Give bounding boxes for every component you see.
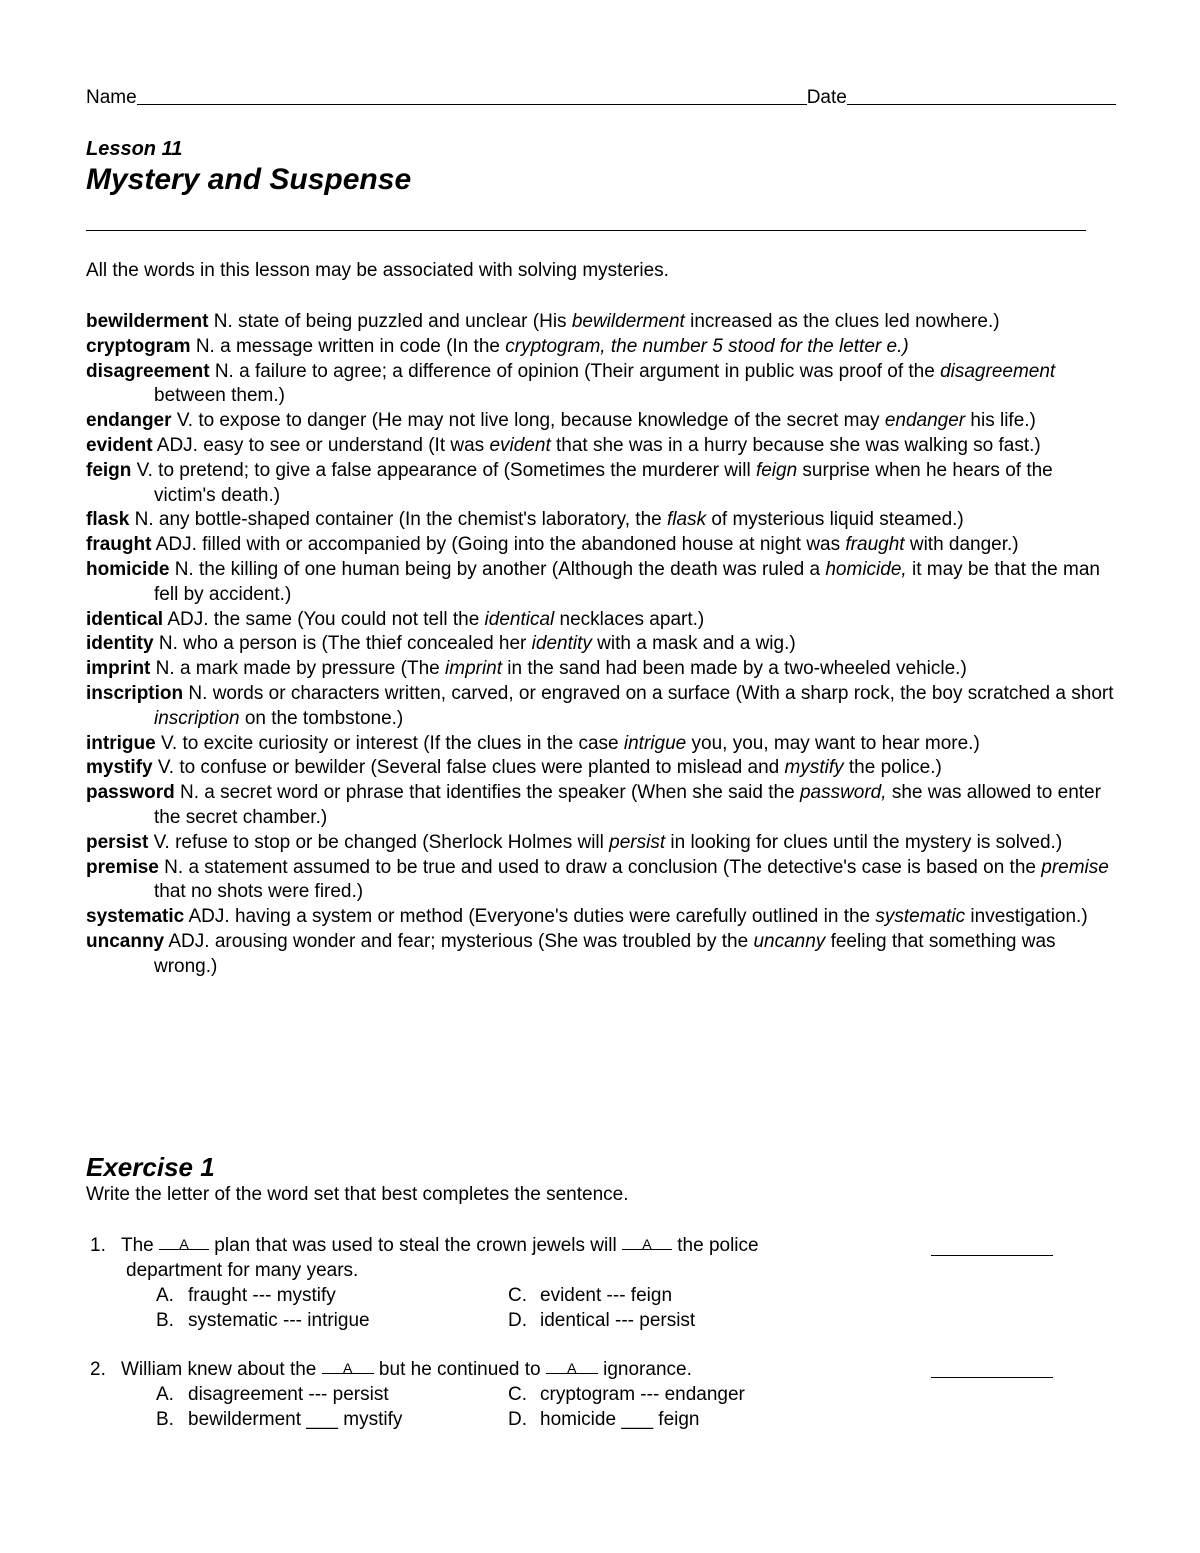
vocab-example-word: homicide, (825, 558, 907, 580)
question-text: the police (671, 1235, 759, 1256)
vocab-pos: V. (157, 757, 175, 779)
vocab-pos: N. (214, 360, 234, 382)
vocab-entry-mystify (86, 756, 1116, 781)
blank-2[interactable] (622, 1235, 672, 1250)
vocab-word: evident (86, 434, 153, 456)
choice-text: bewilderment ___ mystify (188, 1409, 403, 1430)
vocab-word: uncanny (86, 930, 165, 952)
vocab-definition: the killing of one human being by another (198, 558, 547, 580)
vocab-entry-persist (86, 831, 1116, 856)
vocab-example-end: it may be that the man fell by accident.) (154, 558, 1100, 605)
vocab-example-end: that she was in a hurry because she was walking so fast.) (550, 434, 1041, 456)
vocab-pos: V. (160, 732, 178, 754)
vocab-example-start: (The detective's case is based on the (722, 856, 1042, 878)
vocab-entry-premise (86, 856, 1116, 906)
vocab-example-start: (In the chemist's laboratory, the (398, 509, 667, 531)
vocab-example-word: bewilderment (571, 311, 685, 332)
choice-text: homicide ___ feign (540, 1409, 700, 1430)
vocab-entry-cryptogram (86, 335, 1116, 360)
vocab-entry-disagreement (86, 360, 1116, 410)
choice-text: disagreement --- persist (188, 1384, 389, 1405)
vocab-example-end: necklaces apart.) (554, 608, 705, 630)
vocab-pos: N. (174, 558, 194, 580)
choice-text: evident --- feign (540, 1285, 673, 1306)
title-divider (86, 230, 1086, 231)
vocab-example-start: (It was (428, 434, 490, 456)
choice-b (156, 1308, 508, 1333)
answer-blank-1[interactable] (931, 1255, 1053, 1256)
vocab-entry-fraught (86, 533, 1116, 558)
vocab-entry-systematic (86, 905, 1116, 930)
vocab-example-start: (With a sharp rock, the boy scratched a short (735, 682, 1114, 704)
choice-letter: D. (508, 1409, 527, 1430)
vocab-word: inscription (86, 682, 184, 704)
vocab-example-end: increased as the clues led nowhere.) (684, 311, 1000, 332)
question-line (86, 1357, 1116, 1382)
choice-letter: B. (156, 1409, 174, 1430)
vocab-pos: ADJ. (188, 906, 230, 928)
vocab-example-word: mystify (784, 757, 844, 779)
vocab-example-end: that no shots were fired.) (154, 881, 364, 903)
vocab-example-end: surprise when he hears of the victim's death.) (154, 459, 1053, 506)
vocab-example-end: in looking for clues until the mystery is solved.) (665, 831, 1063, 853)
vocab-example-end: investigation.) (965, 906, 1088, 928)
vocab-definition: any bottle-shaped container (158, 509, 394, 531)
vocab-example-start: (She was troubled by the (538, 930, 754, 952)
vocab-word: mystify (86, 757, 153, 779)
vocab-example-start: (Everyone's duties were carefully outlined in the (468, 906, 876, 928)
blank-1[interactable] (322, 1359, 374, 1374)
vocab-example-start: (Although the death was ruled a (551, 558, 826, 580)
vocab-example-word: endanger (884, 410, 966, 432)
vocab-entry-flask (86, 508, 1116, 533)
vocab-example-word: uncanny (753, 930, 826, 952)
answer-blank-2[interactable] (931, 1377, 1053, 1378)
blank-2-answer: A (642, 1236, 652, 1252)
vocab-example-word: fraught (845, 534, 905, 556)
vocab-example-start: (He may not live long, because knowledge of the secret may (371, 410, 885, 432)
vocab-example-start: (When she said the (630, 782, 800, 804)
vocab-entry-evident (86, 434, 1116, 459)
question-text: ignorance. (597, 1359, 692, 1380)
vocab-word: premise (86, 856, 159, 878)
choice-text: fraught --- mystify (188, 1285, 336, 1306)
vocab-example-start: (Several false clues were planted to mislead and (370, 757, 785, 779)
exercise-title: Exercise 1 (86, 1152, 215, 1182)
name-label: Name (86, 87, 137, 108)
vocab-example-word: identity (531, 633, 592, 655)
date-label: Date (806, 87, 847, 108)
vocab-definition: to confuse or bewilder (179, 757, 366, 779)
choice-letter: B. (156, 1310, 174, 1331)
question-number: 1. (90, 1235, 106, 1256)
blank-1-answer: A (179, 1236, 189, 1252)
vocab-word: identity (86, 633, 154, 655)
vocab-pos: ADJ. (155, 534, 197, 556)
question-text: but he continued to (373, 1359, 546, 1380)
vocab-example-word: systematic (875, 906, 966, 928)
vocab-example-end: on the tombstone.) (239, 707, 404, 729)
header-row (86, 86, 1116, 109)
vocab-word: persist (86, 831, 149, 853)
vocab-entry-homicide (86, 558, 1116, 608)
question-2 (86, 1357, 1116, 1432)
choice-d (508, 1407, 808, 1432)
vocab-word: fraught (86, 534, 152, 556)
vocab-definition: having a system or method (234, 906, 464, 928)
vocab-entry-feign (86, 459, 1116, 509)
vocab-definition: words or characters written, carved, or engraved on a surface (212, 682, 731, 704)
vocab-example-word: inscription (154, 707, 240, 729)
choice-letter: C. (508, 1384, 527, 1405)
vocab-example-start: (His (532, 311, 572, 332)
vocab-definition: to excite curiosity or interest (182, 732, 418, 754)
vocab-example-start: (You could not tell the (297, 608, 485, 630)
vocab-pos: N. (158, 633, 178, 655)
vocab-pos: V. (136, 459, 153, 481)
choice-letter: D. (508, 1310, 527, 1331)
vocab-definition: arousing wonder and fear; mysterious (214, 930, 533, 952)
vocab-definition: a statement assumed to be true and used to draw a conclusion (188, 856, 718, 878)
blank-1-answer: A (342, 1360, 353, 1376)
vocab-word: flask (86, 509, 130, 531)
choice-text: identical --- persist (540, 1310, 696, 1331)
vocab-word: password (86, 782, 175, 804)
vocab-word: systematic (86, 906, 185, 928)
vocab-example-end: she was allowed to enter the secret chamber.) (154, 782, 1101, 828)
vocab-example-word: intrigue (623, 732, 687, 754)
vocab-example-word: persist (609, 831, 666, 853)
vocab-example-end: feeling that something was wrong.) (154, 930, 1056, 977)
vocab-pos: N. (179, 782, 199, 804)
question-text: William knew about the (121, 1359, 322, 1380)
vocab-definition: a failure to agree; a difference of opinion (239, 360, 579, 382)
vocab-definition: the same (213, 608, 292, 630)
choice-text: cryptogram --- endanger (540, 1384, 745, 1405)
vocab-example-start: (The (400, 658, 446, 680)
vocab-example-start: (Sherlock Holmes will (422, 831, 610, 853)
vocab-word: cryptogram (86, 335, 191, 357)
vocab-example-word: evident (489, 434, 551, 456)
vocab-word: identical (86, 608, 164, 630)
choice-c (508, 1283, 808, 1308)
vocab-entry-bewilderment (86, 310, 1116, 335)
vocab-entry-endanger (86, 409, 1116, 434)
vocab-example-end: with a mask and a wig.) (591, 633, 796, 655)
vocab-definition: who a person is (183, 633, 317, 655)
vocab-example-end: of mysterious liquid steamed.) (706, 509, 964, 531)
vocab-example-end: between them.) (154, 385, 285, 407)
vocab-definition: a message written in code (220, 335, 441, 357)
choices (86, 1382, 1116, 1432)
question-text: The (121, 1235, 160, 1256)
exercise-instructions: Write the letter of the word set that best completes the sentence. (86, 1184, 629, 1205)
vocab-example-word: imprint (445, 658, 503, 680)
vocab-word: intrigue (86, 732, 156, 754)
lesson-title: Mystery and Suspense (86, 163, 412, 196)
vocabulary-list (86, 310, 1116, 980)
vocab-example-end: the police.) (843, 757, 942, 779)
vocab-pos: N. (164, 856, 184, 878)
vocab-pos: N. (188, 682, 208, 704)
vocab-pos: ADJ. (156, 434, 198, 456)
choice-b (156, 1407, 508, 1432)
vocab-word: disagreement (86, 360, 210, 382)
vocab-definition: a secret word or phrase that identifies the speaker (204, 782, 626, 804)
vocab-entry-imprint (86, 657, 1116, 682)
vocab-example-word: password, (799, 782, 887, 804)
vocab-example-end: in the sand had been made by a two-wheeled vehicle.) (502, 658, 967, 680)
vocab-example-start: (Sometimes the murderer will (503, 459, 756, 481)
vocab-pos: N. (213, 311, 233, 332)
vocab-example-start: (Their argument in public was proof of the (584, 360, 941, 382)
question-1 (86, 1233, 1116, 1333)
vocab-entry-identical (86, 608, 1116, 633)
vocab-example-word: disagreement (940, 360, 1056, 382)
vocab-example-start: (The thief concealed her (321, 633, 532, 655)
vocab-pos: N. (134, 509, 154, 531)
vocab-word: homicide (86, 558, 170, 580)
vocab-pos: ADJ. (167, 608, 209, 630)
vocab-example-word: cryptogram, the number 5 stood for the letter e.) (505, 335, 909, 357)
blank-2-answer: A (567, 1360, 577, 1376)
question-continuation: department for many years. (126, 1260, 359, 1281)
vocab-example-word: feign (755, 459, 798, 481)
vocab-pos: ADJ. (168, 930, 210, 952)
lesson-number: Lesson 11 (86, 138, 183, 160)
vocab-pos: V. (176, 410, 194, 432)
vocab-entry-identity (86, 632, 1116, 657)
choice-letter: A. (156, 1285, 174, 1306)
vocab-example-end: his life.) (965, 410, 1036, 432)
choice-a (156, 1382, 508, 1407)
question-number: 2. (90, 1359, 106, 1380)
vocab-example-start: (In the (446, 335, 506, 357)
vocab-example-end: with danger.) (904, 534, 1019, 556)
choice-letter: A. (156, 1384, 174, 1405)
vocab-example-end: you, you, may want to hear more.) (686, 732, 980, 754)
vocab-example-word: premise (1041, 856, 1109, 878)
vocab-example-start: (If the clues in the case (423, 732, 624, 754)
date-field[interactable] (847, 86, 1116, 105)
vocab-entry-uncanny (86, 930, 1116, 980)
vocab-entry-intrigue (86, 732, 1116, 757)
vocab-pos: N. (155, 658, 175, 680)
vocab-definition: state of being puzzled and unclear (238, 311, 528, 332)
vocab-entry-password (86, 781, 1116, 831)
vocab-definition: to expose to danger (198, 410, 367, 432)
choice-d (508, 1308, 808, 1333)
vocab-definition: filled with or accompanied by (202, 534, 447, 556)
question-text: plan that was used to steal the crown jewels will (209, 1235, 622, 1256)
choice-a (156, 1283, 508, 1308)
vocab-word: endanger (86, 410, 172, 432)
blank-1[interactable] (159, 1235, 209, 1250)
choices (86, 1283, 1116, 1333)
vocab-definition: a mark made by pressure (179, 658, 396, 680)
vocab-example-word: flask (667, 509, 707, 531)
name-field[interactable] (137, 86, 807, 105)
blank-2[interactable] (546, 1359, 598, 1374)
vocab-pos: N. (195, 335, 215, 357)
choice-text: systematic --- intrigue (188, 1310, 370, 1331)
vocab-entry-inscription (86, 682, 1116, 732)
vocab-definition: to pretend; to give a false appearance of (158, 459, 499, 481)
intro-text: All the words in this lesson may be associated with solving mysteries. (86, 260, 669, 281)
vocab-word: feign (86, 459, 132, 481)
vocab-definition: easy to see or understand (203, 434, 423, 456)
vocab-example-word: identical (484, 608, 555, 630)
vocab-definition: refuse to stop or be changed (175, 831, 417, 853)
vocab-example-start: (Going into the abandoned house at night was (451, 534, 846, 556)
vocab-pos: V. (153, 831, 170, 853)
vocab-word: bewilderment (86, 311, 209, 332)
vocab-word: imprint (86, 658, 151, 680)
choice-c (508, 1382, 808, 1407)
choice-letter: C. (508, 1285, 527, 1306)
